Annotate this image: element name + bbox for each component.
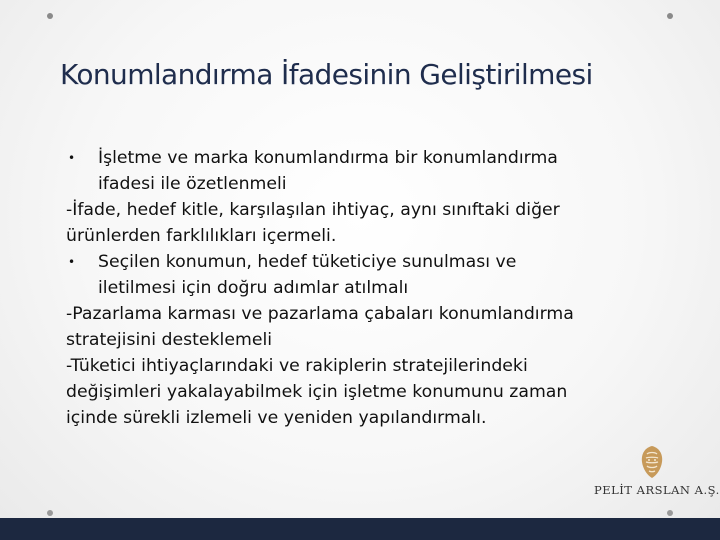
body-line: ürünlerden farklılıkları içermeli. bbox=[66, 226, 337, 246]
corner-dot-bottom-left bbox=[47, 510, 53, 516]
slide-body bbox=[66, 145, 666, 431]
bullet-line: ifadesi ile özetlenmeli bbox=[98, 174, 287, 194]
body-line: -İfade, hedef kitle, karşılaşılan ihtiyaç, aynı sınıftaki diğer bbox=[66, 200, 560, 220]
body-line: -Pazarlama karması ve pazarlama çabaları konumlandırma bbox=[66, 304, 574, 324]
bullet-item bbox=[66, 249, 666, 301]
body-line: içinde sürekli izlemeli ve yeniden yapılandırmalı. bbox=[66, 408, 487, 428]
corner-dot-top-right bbox=[667, 13, 673, 19]
footer-bar bbox=[0, 518, 720, 540]
logo-text: PELİT ARSLAN A.Ş. bbox=[594, 483, 720, 497]
company-logo bbox=[590, 445, 720, 505]
body-line: -Tüketici ihtiyaçlarındaki ve rakiplerin stratejilerindeki bbox=[66, 356, 528, 376]
slide-title: Konumlandırma İfadesinin Geliştirilmesi bbox=[60, 58, 593, 91]
bullet-line: iletilmesi için doğru adımlar atılmalı bbox=[98, 278, 409, 298]
corner-dot-bottom-right bbox=[667, 510, 673, 516]
bullet-marker: • bbox=[68, 151, 76, 165]
corner-dot-top-left bbox=[47, 13, 53, 19]
bullet-line: İşletme ve marka konumlandırma bir konumlandırma bbox=[98, 148, 558, 168]
bullet-item bbox=[66, 145, 666, 197]
bullet-marker: • bbox=[68, 255, 76, 269]
body-line: değişimleri yakalayabilmek için işletme konumunu zaman bbox=[66, 382, 568, 402]
bullet-line: Seçilen konumun, hedef tüketiciye sunulması ve bbox=[98, 252, 517, 272]
body-line: stratejisini desteklemeli bbox=[66, 330, 273, 350]
lion-head-icon bbox=[638, 445, 666, 479]
